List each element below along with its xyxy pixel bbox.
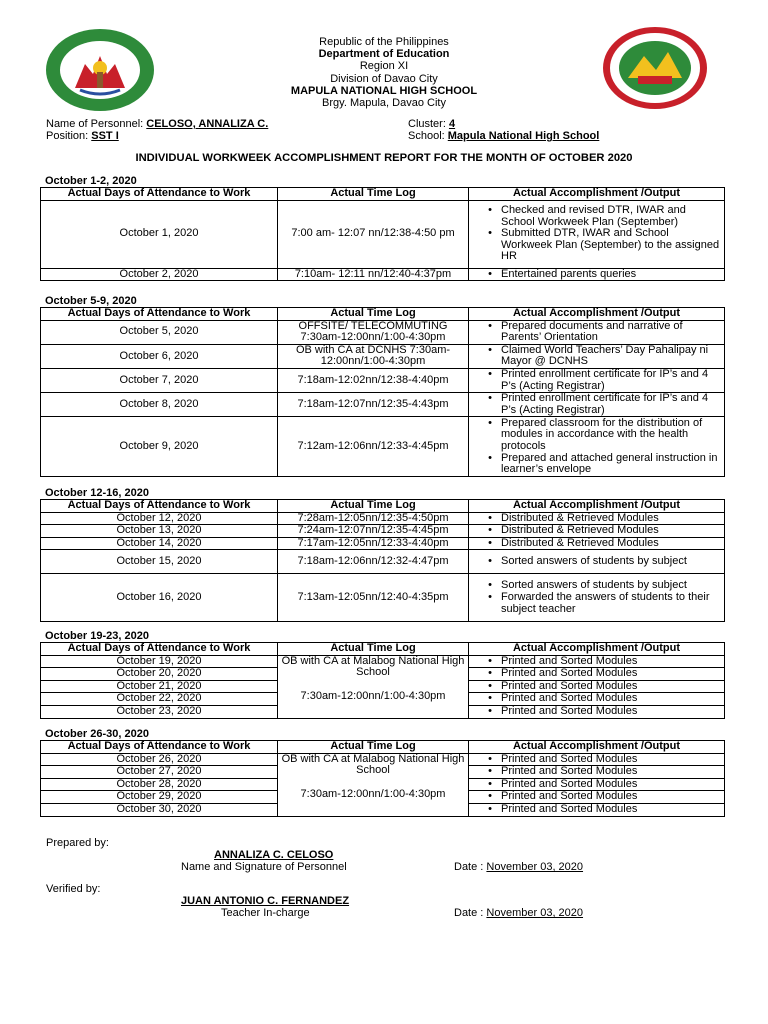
accomplishment-text: Printed and Sorted Modules [501, 692, 638, 705]
header-school-name: MAPULA NATIONAL HIGH SCHOOL [290, 84, 478, 97]
header-row [41, 308, 725, 321]
col-timelog-header: Actual Time Log [278, 741, 469, 754]
time-log: 7:17am-12:05nn/12:33-4:40pm [278, 537, 469, 550]
accomplishment-text: Claimed World Teachers’ Day Pahalipay ni Mayor @ DCNHS [501, 343, 709, 368]
accomplishment [469, 268, 725, 281]
accomplishment-item [479, 766, 722, 778]
accomplishment-text: Sorted answers of students by subject [501, 555, 687, 568]
header-row [41, 643, 725, 656]
attendance-date: October 8, 2020 [41, 393, 278, 417]
accomplishment-text: Printed and Sorted Modules [501, 667, 638, 680]
verified-by-label: Verified by: [46, 883, 101, 895]
attendance-date: October 29, 2020 [41, 791, 278, 804]
school: School: Mapula National High School [408, 130, 600, 142]
week-section [40, 728, 724, 817]
header-address: Brgy. Mapula, Davao City [322, 97, 446, 110]
table-row [41, 537, 725, 550]
table-row [41, 512, 725, 525]
accomplishment [469, 680, 725, 693]
bullet: • [488, 343, 492, 356]
table-row [41, 200, 725, 268]
accomplishment-item [479, 681, 722, 693]
attendance-date: October 16, 2020 [41, 574, 278, 622]
accomplishment-text: Printed and Sorted Modules [501, 679, 638, 692]
attendance-table [40, 307, 725, 477]
col-output-header: Actual Accomplishment /Output [469, 308, 725, 321]
bullet: • [488, 790, 492, 803]
table-row [41, 344, 725, 368]
col-output-header: Actual Accomplishment /Output [469, 188, 725, 201]
accomplishment-item [479, 706, 722, 718]
accomplishment-item [479, 556, 722, 568]
accomplishment-text: Distributed & Retrieved Modules [501, 511, 659, 524]
bullet: • [488, 536, 492, 549]
bullet: • [488, 367, 492, 380]
report-title: INDIVIDUAL WORKWEEK ACCOMPLISHMENT REPORT FOR THE MONTH OF OCTOBER 2020 [135, 152, 633, 164]
col-timelog-header: Actual Time Log [278, 308, 469, 321]
accomplishment-item [479, 656, 722, 668]
table-row [41, 525, 725, 538]
accomplishment-item [479, 525, 722, 537]
attendance-table [40, 740, 725, 817]
time-log-hours: 7:30am-12:00nn/1:00-4:30pm [300, 689, 446, 702]
table-row [41, 753, 725, 766]
accomplishment [469, 550, 725, 574]
verified-by-name: JUAN ANTONIO C. FERNANDEZ [181, 895, 350, 907]
time-log-location: OB with CA at Malabog National High School [281, 654, 465, 679]
name-of-personnel: Name of Personnel: CELOSO, ANNALIZA C. [46, 118, 269, 130]
header-division: Division of Davao City [330, 72, 438, 85]
bullet: • [488, 524, 492, 537]
accomplishment-text: Printed and Sorted Modules [501, 752, 638, 765]
week-title: October 26-30, 2020 [45, 728, 149, 740]
accomplishment-text: Checked and revised DTR, IWAR and School Workweek Plan (September) [501, 204, 686, 228]
accomplishment-text: Prepared documents and narrative of Parents’ Orientation [501, 319, 683, 344]
accomplishment-item [479, 592, 722, 615]
accomplishment [469, 791, 725, 804]
accomplishment [469, 512, 725, 525]
col-output-header: Actual Accomplishment /Output [469, 643, 725, 656]
accomplishment [469, 766, 725, 779]
prepared-date-value: November 03, 2020 [486, 861, 584, 873]
header-row [41, 741, 725, 754]
bullet: • [488, 227, 492, 240]
document-header [0, 36, 768, 109]
week-section [40, 175, 724, 281]
week-section [40, 630, 724, 719]
accomplishment [469, 655, 725, 668]
attendance-table [40, 499, 725, 622]
accomplishment [469, 393, 725, 417]
accomplishment-item [479, 393, 722, 416]
attendance-date: October 7, 2020 [41, 368, 278, 392]
bullet: • [488, 267, 492, 280]
accomplishment-text: Distributed & Retrieved Modules [501, 524, 659, 537]
accomplishment [469, 778, 725, 791]
accomplishment-item [479, 205, 722, 228]
week-section [40, 295, 724, 477]
accomplishment [469, 344, 725, 368]
accomplishment-item [479, 269, 722, 281]
accomplishment-text: Sorted answers of students by subject [501, 579, 687, 592]
col-days-header: Actual Days of Attendance to Work [41, 741, 278, 754]
verified-date-value: November 03, 2020 [486, 907, 584, 919]
accomplishment-item [479, 453, 722, 476]
bullet: • [488, 591, 492, 604]
bullet: • [488, 704, 492, 717]
attendance-date: October 5, 2020 [41, 320, 278, 344]
accomplishment-item [479, 513, 722, 525]
attendance-date: October 9, 2020 [41, 417, 278, 477]
time-log-hours: 7:30am-12:00nn/1:00-4:30pm [300, 787, 446, 800]
school-value: Mapula National High School [447, 130, 600, 142]
accomplishment-text: Printed and Sorted Modules [501, 777, 638, 790]
accomplishment [469, 525, 725, 538]
accomplishment-item [479, 693, 722, 705]
accomplishment-text: Entertained parents queries [501, 267, 637, 280]
bullet: • [488, 765, 492, 778]
time-log-merged [278, 753, 469, 816]
time-log: 7:10am- 12:11 nn/12:40-4:37pm [278, 268, 469, 281]
bullet: • [488, 204, 492, 217]
accomplishment [469, 200, 725, 268]
accomplishment-item [479, 321, 722, 344]
accomplishment-item [479, 418, 722, 453]
time-log: OFFSITE/ TELECOMMUTING 7:30am-12:00nn/1:00-4:30pm [278, 320, 469, 344]
accomplishment-text: Printed enrollment certificate for IP’s and 4 P’s (Acting Registrar) [501, 392, 709, 416]
attendance-date: October 13, 2020 [41, 525, 278, 538]
prepared-by-role: Name and Signature of Personnel [181, 861, 347, 873]
col-days-header: Actual Days of Attendance to Work [41, 500, 278, 513]
week-title: October 5-9, 2020 [45, 295, 137, 307]
accomplishment-text: Printed and Sorted Modules [501, 765, 638, 778]
attendance-date: October 20, 2020 [41, 668, 278, 681]
accomplishment-item [479, 754, 722, 766]
accomplishment-item [479, 779, 722, 791]
accomplishment-text: Printed and Sorted Modules [501, 802, 638, 815]
time-log: 7:28am-12:05nn/12:35-4:50pm [278, 512, 469, 525]
accomplishment-item [479, 369, 722, 392]
week-title: October 1-2, 2020 [45, 175, 137, 187]
accomplishment-item [479, 804, 722, 816]
position: Position: SST I [46, 130, 119, 142]
col-timelog-header: Actual Time Log [278, 500, 469, 513]
header-department: Department of Education [318, 48, 450, 61]
time-log: 7:24am-12:07nn/12:35-4:45pm [278, 525, 469, 538]
accomplishment-text: Printed and Sorted Modules [501, 654, 638, 667]
time-log: OB with CA at DCNHS 7:30am-12:00nn/1:00-4:30pm [278, 344, 469, 368]
accomplishment [469, 668, 725, 681]
time-log: 7:13am-12:05nn/12:40-4:35pm [278, 574, 469, 622]
accomplishment-text: Printed enrollment certificate for IP’s and 4 P’s (Acting Registrar) [501, 367, 709, 392]
attendance-date: October 28, 2020 [41, 778, 278, 791]
col-days-header: Actual Days of Attendance to Work [41, 308, 278, 321]
col-timelog-header: Actual Time Log [278, 643, 469, 656]
time-log: 7:18am-12:06nn/12:32-4:47pm [278, 550, 469, 574]
header-republic: Republic of the Philippines [319, 36, 449, 48]
time-log-location: OB with CA at Malabog National High School [281, 752, 465, 777]
attendance-date: October 22, 2020 [41, 693, 278, 706]
table-row [41, 268, 725, 281]
week-section [40, 487, 724, 622]
personnel-name-value: CELOSO, ANNALIZA C. [146, 118, 269, 130]
col-output-header: Actual Accomplishment /Output [469, 500, 725, 513]
cluster-value: 4 [448, 118, 456, 130]
col-output-header: Actual Accomplishment /Output [469, 741, 725, 754]
attendance-date: October 12, 2020 [41, 512, 278, 525]
attendance-date: October 19, 2020 [41, 655, 278, 668]
table-row [41, 393, 725, 417]
attendance-date: October 27, 2020 [41, 766, 278, 779]
col-days-header: Actual Days of Attendance to Work [41, 643, 278, 656]
bullet: • [488, 679, 492, 692]
accomplishment-item [479, 791, 722, 803]
header-row [41, 500, 725, 513]
accomplishment-text: Distributed & Retrieved Modules [501, 536, 659, 549]
accomplishment [469, 693, 725, 706]
attendance-date: October 23, 2020 [41, 705, 278, 718]
accomplishment [469, 417, 725, 477]
accomplishment-text: Forwarded the answers of students to their subject teacher [501, 591, 710, 615]
accomplishment [469, 753, 725, 766]
table-row [41, 417, 725, 477]
time-log: 7:00 am- 12:07 nn/12:38-4:50 pm [278, 200, 469, 268]
time-log: 7:12am-12:06nn/12:33-4:45pm [278, 417, 469, 477]
week-title: October 12-16, 2020 [45, 487, 149, 499]
bullet: • [488, 777, 492, 790]
bullet: • [488, 752, 492, 765]
bullet: • [488, 555, 492, 568]
bullet: • [488, 416, 492, 429]
accomplishment-text: Submitted DTR, IWAR and School Workweek Plan (September) to the assigned HR [501, 227, 720, 263]
bullet: • [488, 654, 492, 667]
attendance-table [40, 187, 725, 281]
bullet: • [488, 579, 492, 592]
attendance-date: October 1, 2020 [41, 200, 278, 268]
attendance-table [40, 642, 725, 719]
accomplishment [469, 705, 725, 718]
cluster: Cluster: 4 [408, 118, 456, 130]
table-row [41, 655, 725, 668]
bullet: • [488, 451, 492, 464]
attendance-date: October 2, 2020 [41, 268, 278, 281]
week-title: October 19-23, 2020 [45, 630, 149, 642]
attendance-date: October 15, 2020 [41, 550, 278, 574]
bullet: • [488, 692, 492, 705]
attendance-date: October 30, 2020 [41, 803, 278, 816]
time-log: 7:18am-12:02nn/12:38-4:40pm [278, 368, 469, 392]
accomplishment-text: Printed and Sorted Modules [501, 704, 638, 717]
accomplishment-text: Prepared and attached general instruction in learner’s envelope [501, 451, 718, 476]
verified-by-role: Teacher In-charge [221, 907, 310, 919]
bullet: • [488, 802, 492, 815]
table-row [41, 550, 725, 574]
prepared-by-label: Prepared by: [46, 837, 109, 849]
col-days-header: Actual Days of Attendance to Work [41, 188, 278, 201]
accomplishment-text: Printed and Sorted Modules [501, 790, 638, 803]
personnel-info [46, 118, 746, 142]
accomplishment-item [479, 228, 722, 263]
attendance-date: October 6, 2020 [41, 344, 278, 368]
header-row [41, 188, 725, 201]
table-row [41, 574, 725, 622]
col-timelog-header: Actual Time Log [278, 188, 469, 201]
accomplishment-item [479, 345, 722, 368]
accomplishment-text: Prepared classroom for the distribution of modules in accordance with the health protocols [501, 416, 703, 453]
attendance-date: October 14, 2020 [41, 537, 278, 550]
prepared-by-name: ANNALIZA C. CELOSO [214, 849, 334, 861]
bullet: • [488, 511, 492, 524]
bullet: • [488, 667, 492, 680]
prepared-date: Date : November 03, 2020 [454, 861, 584, 873]
header-region: Region XI [359, 60, 409, 73]
attendance-date: October 21, 2020 [41, 680, 278, 693]
accomplishment [469, 368, 725, 392]
time-log-merged [278, 655, 469, 718]
time-log: 7:18am-12:07nn/12:35-4:43pm [278, 393, 469, 417]
bullet: • [488, 392, 492, 405]
accomplishment [469, 320, 725, 344]
accomplishment-item [479, 538, 722, 550]
position-value: SST I [91, 130, 119, 142]
bullet: • [488, 319, 492, 332]
verified-date: Date : November 03, 2020 [454, 907, 584, 919]
table-row [41, 320, 725, 344]
accomplishment [469, 803, 725, 816]
accomplishment-item [479, 668, 722, 680]
accomplishment [469, 574, 725, 622]
accomplishment [469, 537, 725, 550]
attendance-date: October 26, 2020 [41, 753, 278, 766]
table-row [41, 368, 725, 392]
